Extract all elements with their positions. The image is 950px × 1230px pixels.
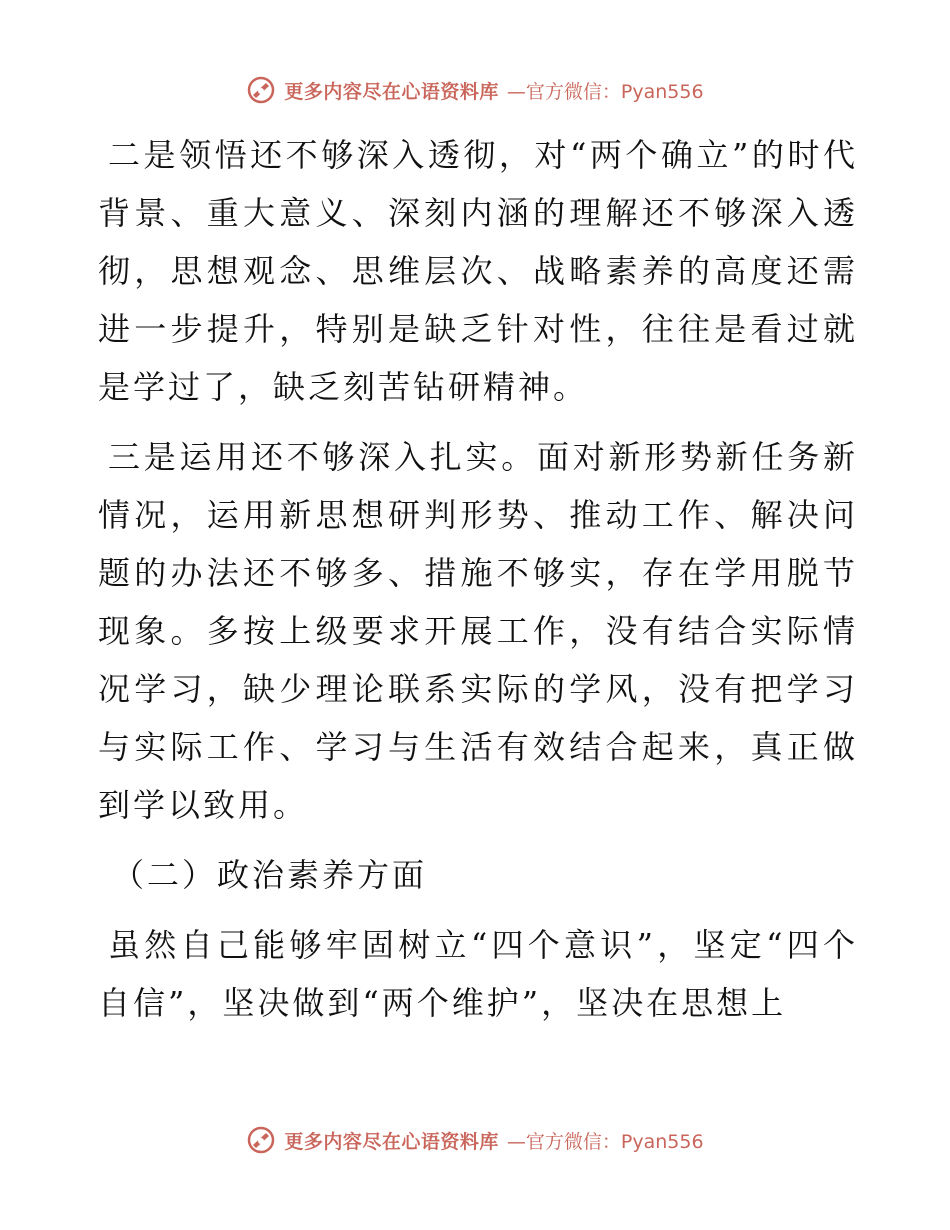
- book-pen-logo-icon: [246, 1125, 276, 1155]
- watermark-contact-text: —官方微信：Pyan556: [506, 1130, 704, 1153]
- footer-watermark: [0, 1120, 950, 1160]
- watermark-contact-text: —官方微信：Pyan556: [506, 80, 704, 103]
- book-pen-logo-icon: [246, 75, 276, 105]
- document-body: [98, 126, 858, 1032]
- paragraph-application: 三是运用还不够深入扎实。面对新形势新任务新情况，运用新思想研判形势、推动工作、解决问题的办法还不够多、措施不够实，存在学用脱节现象。多按上级要求开展工作，没有结合实际情况学习，缺少理论联系实际的学风，没有把学习与实际工作、学习与生活有效结合起来，真正做到学以致用。: [98, 438, 858, 824]
- watermark-main-text: 更多内容尽在心语资料库: [284, 1130, 499, 1153]
- section-heading-political: （二）政治素养方面: [112, 856, 428, 894]
- watermark-main-text: 更多内容尽在心语资料库: [284, 80, 499, 103]
- paragraph-comprehension: 二是领悟还不够深入透彻，对“两个确立”的时代背景、重大意义、深刻内涵的理解还不够深入透彻，思想观念、思维层次、战略素养的高度还需进一步提升，特别是缺乏针对性，往往是看过就是学过了，缺乏刻苦钻研精神。: [98, 136, 858, 406]
- paragraph-political: 虽然自己能够牢固树立“四个意识”，坚定“四个自信”，坚决做到“两个维护”，坚决在思想上: [98, 926, 858, 1022]
- header-watermark: [0, 70, 950, 110]
